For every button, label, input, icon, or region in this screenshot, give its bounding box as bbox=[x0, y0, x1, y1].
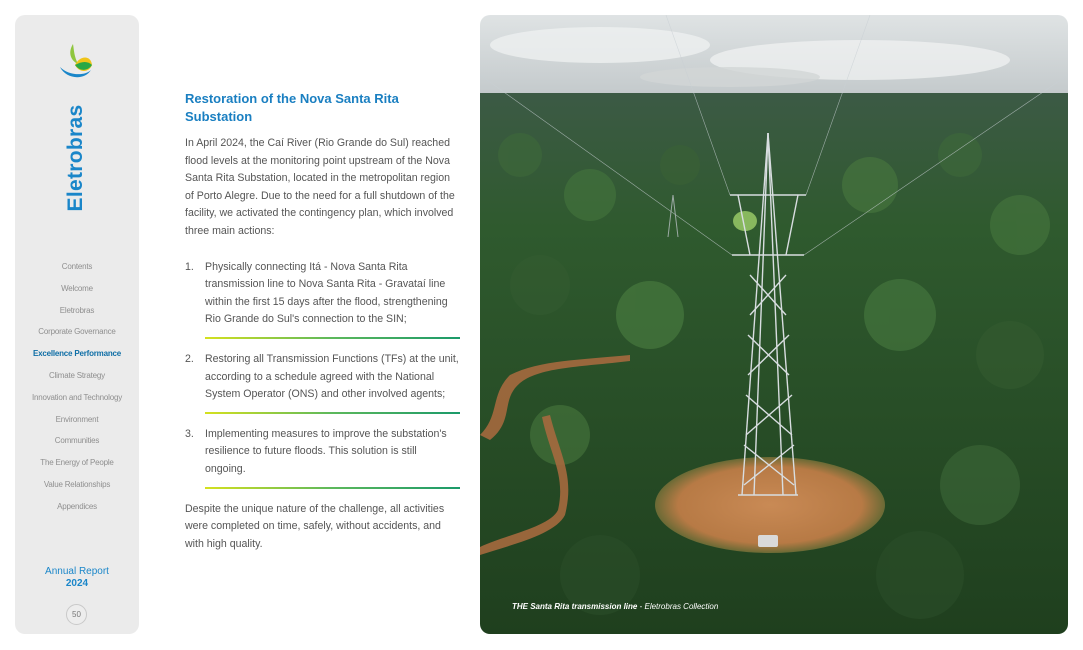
nav-item-innovation-technology[interactable]: Innovation and Technology bbox=[31, 392, 123, 402]
caption-credit: Eletrobras Collection bbox=[644, 602, 719, 611]
action-text: Physically connecting Itá - Nova Santa Rita transmission line to Nova Santa Rita - Gravataí line within the first 15 days after the flood, strengthening Rio Grande do Sul's connection to the SIN; bbox=[205, 260, 448, 326]
action-item bbox=[185, 351, 460, 414]
action-text: Implementing measures to improve the substation's resilience to future floods. This solution is still ongoing. bbox=[205, 427, 447, 475]
sidebar bbox=[15, 15, 139, 634]
action-number: 2. bbox=[185, 352, 194, 365]
nav-item-communities[interactable]: Communities bbox=[54, 436, 100, 446]
action-number: 1. bbox=[185, 260, 194, 273]
photo-caption bbox=[512, 602, 718, 611]
article bbox=[185, 90, 460, 553]
nav-item-energy-of-people[interactable]: The Energy of People bbox=[40, 458, 114, 468]
action-item bbox=[185, 259, 460, 339]
annual-report-label bbox=[15, 566, 139, 590]
gradient-divider bbox=[205, 412, 460, 414]
nav-item-excellence-performance[interactable]: Excellence Performance bbox=[32, 349, 122, 359]
transmission-line-photo bbox=[480, 15, 1068, 634]
article-conclusion: Despite the unique nature of the challenge, all activities were completed on time, safely, without accidents, and with high quality. bbox=[185, 502, 445, 550]
report-title: Annual Report bbox=[45, 566, 109, 577]
actions-list bbox=[185, 259, 460, 489]
article-intro: In April 2024, the Caí River (Rio Grande do Sul) reached flood levels at the monitoring point upstream of the Nova Santa Rita Substation, located in the metropolitan region of Porto Alegre. Due to the need for a full shutdown of the facility, we activated the contingency plan, which involved three main actions: bbox=[185, 137, 455, 237]
nav-item-value-relationships[interactable]: Value Relationships bbox=[43, 479, 111, 489]
gradient-divider bbox=[205, 337, 460, 339]
nav-item-welcome[interactable]: Welcome bbox=[61, 283, 93, 293]
action-item bbox=[185, 426, 460, 489]
nav-item-eletrobras[interactable]: Eletrobras bbox=[59, 305, 95, 315]
eletrobras-logo-text: Eletrobras bbox=[64, 104, 87, 212]
nav-item-contents[interactable]: Contents bbox=[61, 262, 93, 271]
article-title: Restoration of the Nova Santa Rita Substation bbox=[185, 91, 399, 124]
eletrobras-logo[interactable] bbox=[58, 43, 94, 212]
action-number: 3. bbox=[185, 427, 194, 440]
page-number: 50 bbox=[66, 604, 87, 625]
gradient-divider bbox=[205, 487, 460, 489]
nav-item-corporate-governance[interactable]: Corporate Governance bbox=[38, 327, 116, 337]
nav-item-appendices[interactable]: Appendices bbox=[57, 501, 97, 511]
report-year: 2024 bbox=[65, 578, 89, 589]
action-text: Restoring all Transmission Functions (TFs) at the unit, according to a schedule agreed with the National System Operator (ONS) and other involved agents; bbox=[205, 352, 459, 401]
forest-tower-illustration bbox=[480, 15, 1068, 634]
caption-title: THE Santa Rita transmission line bbox=[512, 602, 638, 611]
nav-item-climate-strategy[interactable]: Climate Strategy bbox=[49, 370, 105, 380]
nav-item-environment[interactable]: Environment bbox=[55, 414, 99, 424]
eletrobras-logo-icon bbox=[58, 43, 94, 85]
caption-separator: - bbox=[637, 602, 645, 611]
section-nav bbox=[15, 256, 139, 518]
